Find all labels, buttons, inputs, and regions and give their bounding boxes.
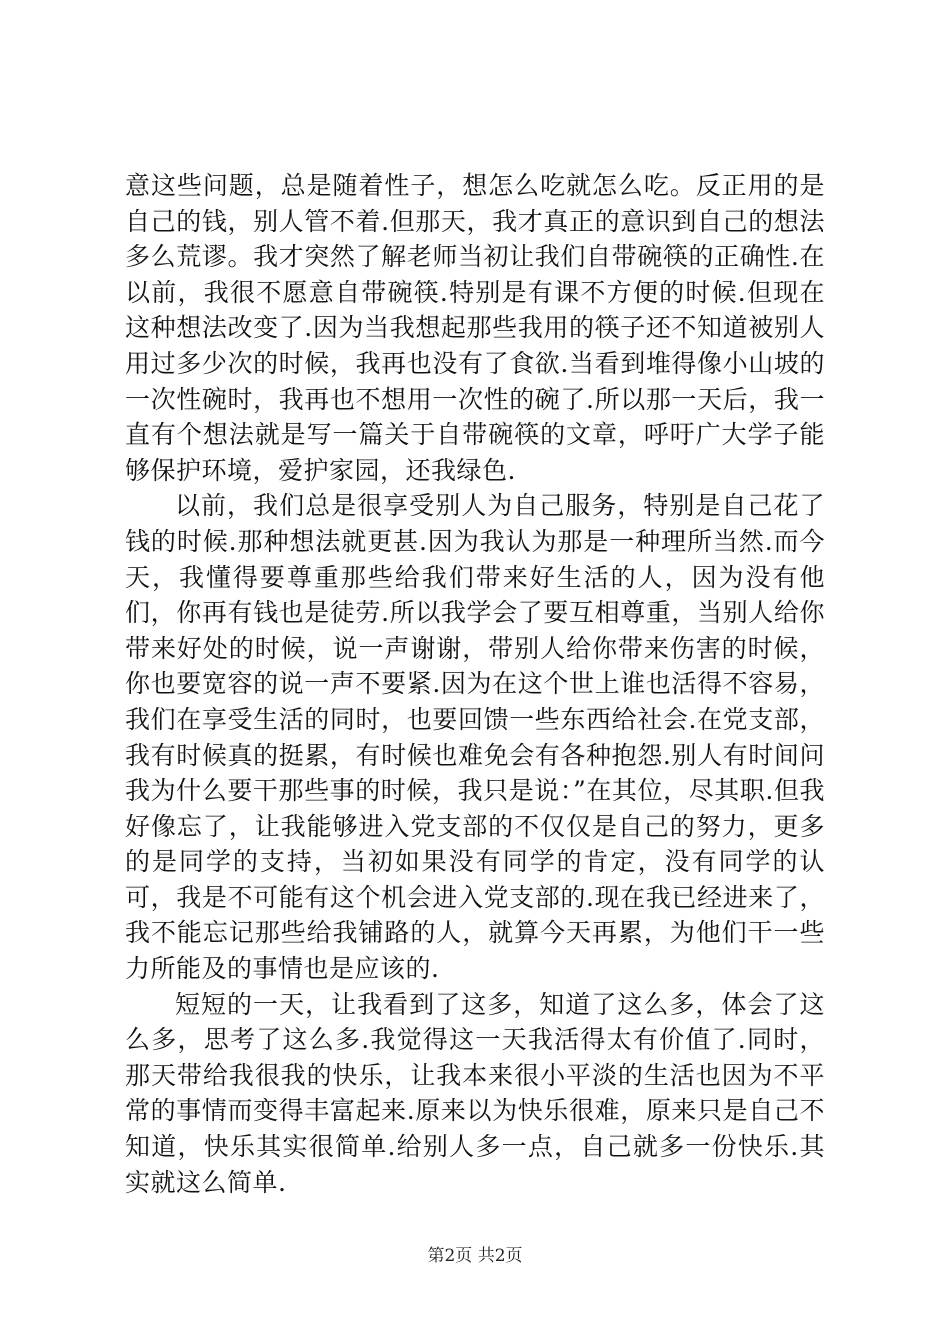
paragraph-2: 以前，我们总是很享受别人为自己服务，特别是自己花了钱的时候.那种想法就更甚.因为我认为那是一种理所当然.而今天，我懂得要尊重那些给我们带来好生活的人，因为没有他们，你再有钱也是徒劳.所以我学会了要互相尊重，当别人给你带来好处的时候，说一声谢谢，带别人给你带来伤害的时候，你也要宽容的说一声不要紧.因为在这个世上谁也活得不容易，我们在享受生活的同时，也要回馈一些东西给社会.在党支部，我有时候真的挺累，有时候也难免会有各种抱怨.别人有时间问我为什么要干那些事的时候，我只是说：”在其位，尽其职.但我好像忘了，让我能够进入党支部的不仅仅是自己的努力，更多的是同学的支持，当初如果没有同学的肯定，没有同学的认可，我是不可能有这个机会进入党支部的.现在我已经进来了，我不能忘记那些给我铺路的人，就算今天再累，为他们干一些力所能及的事情也是应该的. (125, 491, 825, 984)
document-body (125, 168, 825, 1200)
page-footer: 第2页 共2页 (427, 1246, 523, 1266)
paragraph-3: 短短的一天，让我看到了这多，知道了这么多，体会了这么多，思考了这么多.我觉得这一天我活得太有价值了.同时，那天带给我很我的快乐，让我本来很小平淡的生活也因为不平常的事情而变得丰富起来.原来以为快乐很难，原来只是自己不知道，快乐其实很简单.给别人多一点，自己就多一份快乐.其实就这么简单. (125, 989, 825, 1197)
paragraph-1: 意这些问题，总是随着性子，想怎么吃就怎么吃。反正用的是自己的钱，别人管不着.但那天，我才真正的意识到自己的想法多么荒谬。我才突然了解老师当初让我们自带碗筷的正确性.在以前，我很不愿意自带碗筷.特别是有课不方便的时候.但现在这种想法改变了.因为当我想起那些我用的筷子还不知道被别人用过多少次的时候，我再也没有了食欲.当看到堆得像小山坡的一次性碗时，我再也不想用一次性的碗了.所以那一天后，我一直有个想法就是写一篇关于自带碗筷的文章，呼吁广大学子能够保护环境，爱护家园，还我绿色. (125, 171, 825, 485)
